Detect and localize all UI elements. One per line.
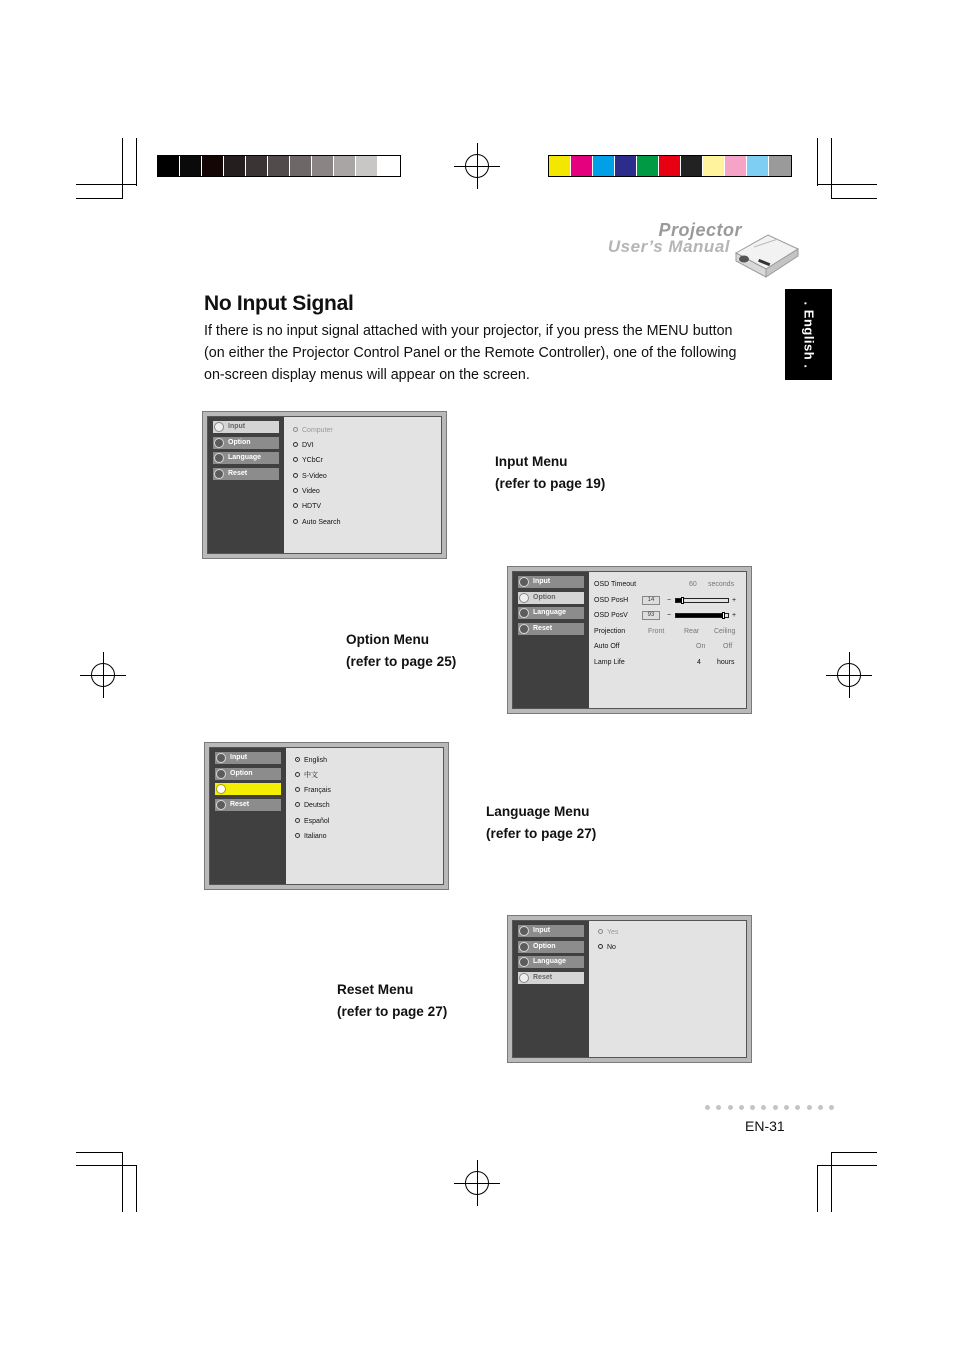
reset-menu-caption xyxy=(337,979,447,1022)
crop-mark xyxy=(817,138,818,186)
lamp-life-unit: hours xyxy=(717,659,735,666)
option-computer: Computer xyxy=(293,426,333,435)
menu-item-reset: Reset xyxy=(518,972,584,984)
option-dvi: DVI xyxy=(293,441,314,450)
projection-ceiling: Ceiling xyxy=(714,628,736,635)
option-no: No xyxy=(598,943,616,952)
menu-item-option: Option xyxy=(518,941,584,953)
grayscale-swatch xyxy=(158,156,180,176)
menu-item-input: Input xyxy=(518,576,584,588)
option-italiano: Italiano xyxy=(295,832,327,841)
footer-dot-row xyxy=(705,1105,834,1110)
option-ycbcr: YCbCr xyxy=(293,456,323,465)
osd-reset-options xyxy=(589,921,746,1057)
color-swatch xyxy=(769,156,791,176)
logo-line-1: Projector xyxy=(658,220,742,240)
option-video: Video xyxy=(293,487,320,496)
color-swatch xyxy=(571,156,593,176)
language-menu-caption xyxy=(486,801,596,844)
crop-mark xyxy=(76,1152,123,1153)
option-auto-search: Auto Search xyxy=(293,518,341,527)
caption-title: Input Menu xyxy=(495,454,568,469)
grayscale-swatch xyxy=(202,156,224,176)
osd-posh-minus: − xyxy=(667,597,672,604)
registration-mark xyxy=(826,652,872,698)
menu-item-input: Input xyxy=(518,925,584,937)
auto-off-label: Auto Off xyxy=(594,643,620,650)
crop-mark xyxy=(136,1165,137,1212)
grayscale-swatch xyxy=(180,156,202,176)
osd-posh-value: 14 xyxy=(642,596,660,605)
color-swatch xyxy=(659,156,681,176)
option-hdtv: HDTV xyxy=(293,502,321,511)
osd-posv-plus: + xyxy=(732,612,737,619)
crop-mark xyxy=(817,1165,877,1166)
projection-front: Front xyxy=(648,628,665,635)
crop-mark xyxy=(122,138,123,198)
input-menu-screenshot xyxy=(202,411,447,559)
osd-posv-label: OSD PosV xyxy=(594,612,628,619)
option-s-video: S-Video xyxy=(293,472,327,481)
lamp-life-label: Lamp Life xyxy=(594,659,625,666)
language-side-tab xyxy=(785,289,832,380)
grayscale-swatch xyxy=(334,156,356,176)
grayscale-swatch xyxy=(224,156,246,176)
caption-page-ref: (refer to page 25) xyxy=(346,653,457,669)
osd-menu-sidebar xyxy=(210,748,286,884)
osd-posh-label: OSD PosH xyxy=(594,597,629,604)
registration-mark xyxy=(454,1160,500,1206)
option-menu-caption xyxy=(346,629,456,672)
color-swatch xyxy=(725,156,747,176)
menu-item-reset: Reset xyxy=(518,623,584,635)
osd-option-settings xyxy=(589,572,746,708)
crop-mark xyxy=(817,184,877,185)
caption-title: Language Menu xyxy=(486,804,590,819)
grayscale-swatch xyxy=(356,156,378,176)
manual-logo xyxy=(570,215,800,285)
input-menu-caption xyxy=(495,451,605,494)
osd-timeout-label: OSD Timeout xyxy=(594,581,637,588)
color-swatch xyxy=(615,156,637,176)
osd-posv-value: 93 xyxy=(642,611,660,620)
option-yes: Yes xyxy=(598,928,618,937)
menu-item-option: Option xyxy=(213,437,279,449)
crop-mark xyxy=(831,198,877,199)
osd-posv-minus: − xyxy=(667,612,672,619)
menu-item-reset: Reset xyxy=(213,468,279,480)
caption-title: Option Menu xyxy=(346,632,430,647)
intro-paragraph: If there is no input signal attached with your projector, if you press the MENU button (on either the Projector Control Panel or the Remote Controller), one of the following on-screen display menus will appear on the screen. xyxy=(204,323,737,383)
osd-language-options xyxy=(286,748,443,884)
registration-mark xyxy=(454,143,500,189)
crop-mark xyxy=(136,138,137,186)
caption-page-ref: (refer to page 27) xyxy=(337,1003,448,1019)
crop-mark xyxy=(831,1152,832,1212)
option-francais: Français xyxy=(295,786,331,795)
projector-icon xyxy=(728,223,800,279)
auto-off-on: On xyxy=(696,643,706,650)
osd-timeout-value: 60 xyxy=(689,581,697,588)
osd-menu-sidebar xyxy=(513,921,589,1057)
crop-mark xyxy=(76,198,123,199)
menu-item-input: Input xyxy=(213,421,279,433)
page-title: No Input Signal xyxy=(204,292,354,315)
color-swatch xyxy=(681,156,703,176)
grayscale-swatch xyxy=(378,156,400,176)
osd-timeout-unit: seconds xyxy=(708,581,735,588)
option-espanol: Español xyxy=(295,817,329,826)
caption-page-ref: (refer to page 27) xyxy=(486,825,597,841)
osd-posv-slider xyxy=(675,613,729,618)
option-chinese: 中文 xyxy=(295,771,318,780)
osd-input-options xyxy=(284,417,441,553)
grayscale-swatch xyxy=(290,156,312,176)
menu-item-language: Language xyxy=(518,607,584,619)
language-menu-screenshot xyxy=(204,742,449,890)
projection-label: Projection xyxy=(594,628,626,635)
grayscale-swatch xyxy=(268,156,290,176)
menu-item-input: Input xyxy=(215,752,281,764)
color-swatch xyxy=(703,156,725,176)
logo-line-2: User’s Manual xyxy=(607,237,730,256)
page-number: EN-31 xyxy=(745,1118,785,1134)
grayscale-calibration-strip xyxy=(157,155,401,177)
menu-item-option: Option xyxy=(215,768,281,780)
color-calibration-strip xyxy=(548,155,792,177)
language-tab-label: . English . xyxy=(801,301,816,368)
crop-mark xyxy=(76,1165,136,1166)
auto-off-off: Off xyxy=(723,643,733,650)
crop-mark xyxy=(817,1165,818,1212)
grayscale-swatch xyxy=(312,156,334,176)
option-english: English xyxy=(295,756,327,765)
menu-item-language: Language xyxy=(518,956,584,968)
menu-item-language: Language xyxy=(213,452,279,464)
crop-mark xyxy=(831,138,832,198)
menu-item-reset: Reset xyxy=(215,799,281,811)
osd-menu-sidebar xyxy=(208,417,284,553)
lamp-life-value: 4 xyxy=(697,659,701,666)
projection-rear: Rear xyxy=(684,628,700,635)
crop-mark xyxy=(122,1152,123,1212)
caption-page-ref: (refer to page 19) xyxy=(495,475,606,491)
osd-posh-slider xyxy=(675,598,729,603)
color-swatch xyxy=(593,156,615,176)
grayscale-swatch xyxy=(246,156,268,176)
crop-mark xyxy=(831,1152,877,1153)
menu-item-option: Option xyxy=(518,592,584,604)
osd-menu-sidebar xyxy=(513,572,589,708)
option-menu-screenshot xyxy=(507,566,752,714)
color-swatch xyxy=(637,156,659,176)
menu-item-language: Language xyxy=(215,783,281,795)
color-swatch xyxy=(747,156,769,176)
caption-title: Reset Menu xyxy=(337,982,414,997)
crop-mark xyxy=(76,184,136,185)
option-deutsch: Deutsch xyxy=(295,801,330,810)
osd-posh-plus: + xyxy=(732,597,737,604)
reset-menu-screenshot xyxy=(507,915,752,1063)
color-swatch xyxy=(549,156,571,176)
registration-mark xyxy=(80,652,126,698)
